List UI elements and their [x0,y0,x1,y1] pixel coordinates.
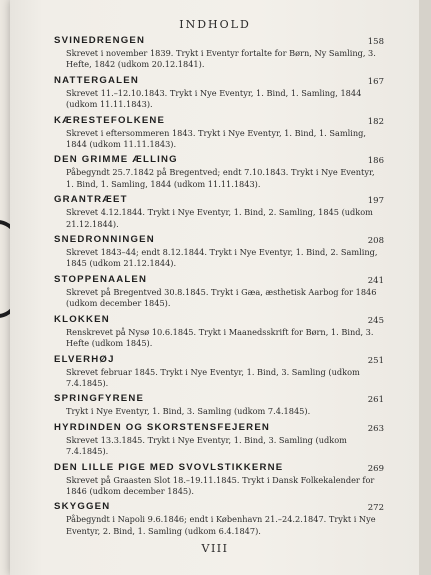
entry-page-number: 208 [367,236,384,247]
entry-title: DEN GRIMME ÆLLING [54,154,178,166]
contents-entry [54,500,384,537]
book-page [10,0,420,575]
entry-description: Skrevet 11.–12.10.1843. Trykt i Nye Eventyr, 1. Bind, 1. Samling, 1844 (udkom 11.11.1843). [66,87,362,110]
entry-page-number: 261 [367,395,384,406]
entry-page-number: 272 [367,503,384,514]
contents-entry [54,353,384,390]
entry-description: Trykt i Nye Eventyr, 1. Bind, 3. Samling (udkom 7.4.1845). [66,406,311,417]
contents-entry [54,193,384,230]
entry-title: GRANTRÆET [54,194,128,206]
entry-description: Skrevet på Bregentved 30.8.1845. Trykt i Gæa, æsthetisk Aarbog for 1846 (udkom december 1845). [66,286,377,309]
contents-entry [54,392,384,417]
entry-description: Skrevet i eftersommeren 1843. Trykt i Nye Eventyr, 1. Bind, 1. Samling, 1844 (udkom 11.11.1843). [66,127,366,150]
page-folio: VIII [201,542,229,555]
contents-entry [54,34,384,71]
entry-page-number: 269 [367,463,384,474]
entry-description: Påbegyndt 25.7.1842 på Bregentved; endt 7.10.1843. Trykt i Nye Eventyr, 1. Bind, 1. Samling, 1844 (udkom 11.11.1843). [66,167,375,189]
contents-entry [54,233,384,270]
entry-title: KÆRESTEFOLKENE [54,114,166,126]
entry-description: Skrevet på Graasten Slot 18.–19.11.1845. Trykt i Dansk Folkekalender for 1846 (udkom december 1845). [66,474,375,496]
entry-page-number: 251 [367,355,384,366]
entry-page-number: 167 [367,76,384,87]
entry-title: SNEDRONNINGEN [54,234,155,246]
page-heading: INDHOLD [179,18,251,31]
entry-page-number: 182 [367,116,384,127]
contents-entry [54,74,384,111]
entry-title: ELVERHØJ [54,353,115,365]
contents-entry [54,313,384,350]
contents-entry [54,273,384,310]
entry-title: SKYGGEN [54,501,111,513]
contents-entry [54,421,384,458]
entry-title: DEN LILLE PIGE MED SVOVLSTIKKERNE [54,461,284,473]
entry-page-number: 186 [367,156,384,167]
entry-title: NATTERGALEN [54,74,139,86]
entry-page-number: 241 [367,275,384,286]
page-edge [419,0,431,575]
entry-description: Skrevet i november 1839. Trykt i Eventyr fortalte for Børn, Ny Samling, 3. Hefte, 1842 (udkom 20.12.1841). [66,48,376,70]
entry-description: Skrevet 13.3.1845. Trykt i Nye Eventyr, 1. Bind, 3. Samling (udkom 7.4.1845). [66,434,347,457]
contents-list [54,34,384,540]
entry-description: Renskrevet på Nysø 10.6.1845. Trykt i Maanedsskrift for Børn, 1. Bind, 3. Hefte (udkom 1845). [66,326,374,349]
entry-page-number: 263 [367,423,384,434]
contents-entry [54,153,384,190]
entry-description: Påbegyndt i Napoli 9.6.1846; endt i København 21.–24.2.1847. Trykt i Nye Eventyr, 2. Bind, 1. Samling (udkom 6.4.1847). [66,514,376,536]
contents-entry [54,114,384,151]
entry-page-number: 197 [367,196,384,207]
entry-title: HYRDINDEN OG SKORSTENSFEJEREN [54,421,271,433]
entry-title: KLOKKEN [54,313,110,325]
contents-entry [54,461,384,498]
entry-title: SPRINGFYRENE [54,393,145,405]
entry-description: Skrevet 1843–44; endt 8.12.1844. Trykt i Nye Eventyr, 1. Bind, 2. Samling, 1845 (udkom 21.12.1844). [66,247,378,269]
entry-title: SVINEDRENGEN [54,35,146,46]
entry-description: Skrevet februar 1845. Trykt i Nye Eventyr, 1. Bind, 3. Samling (udkom 7.4.1845). [66,366,360,388]
entry-page-number: 245 [367,315,384,326]
entry-title: STOPPENAALEN [54,273,148,285]
entry-description: Skrevet 4.12.1844. Trykt i Nye Eventyr, 1. Bind, 2. Samling, 1845 (udkom 21.12.1844). [66,207,373,229]
entry-page-number: 158 [367,37,384,47]
